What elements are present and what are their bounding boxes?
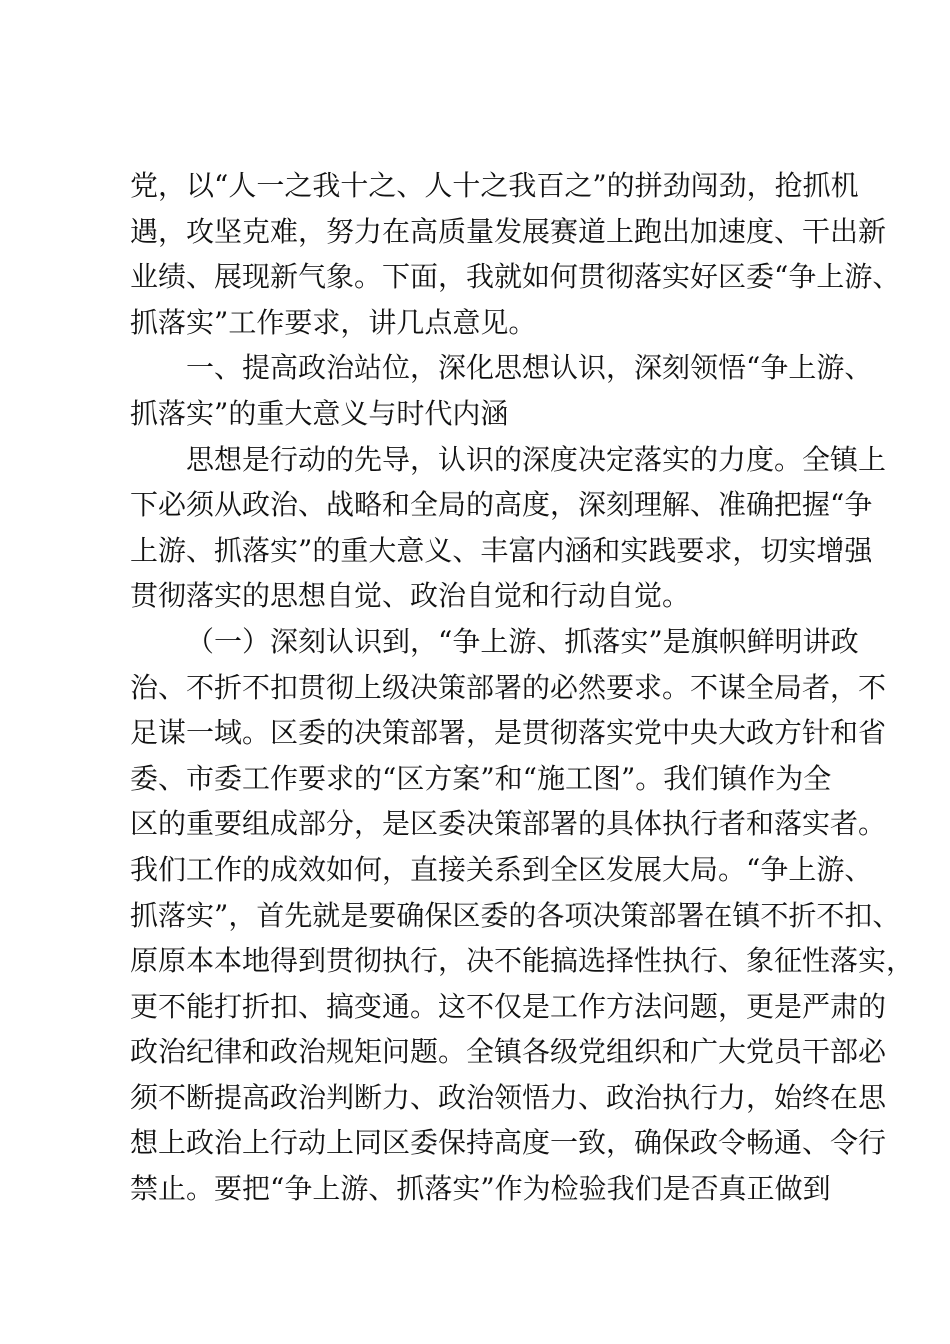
text-line: 想上政治上行动上同区委保持高度一致，确保政令畅通、令行 — [130, 1126, 887, 1160]
text-line: 我们工作的成效如何，直接关系到全区发展大局。“争上游、 — [130, 852, 873, 886]
text-line: 上游、抓落实”的重大意义、丰富内涵和实践要求，切实增强 — [130, 533, 873, 567]
document-body — [130, 163, 915, 1212]
text-line: 区的重要组成部分，是区委决策部署的具体执行者和落实者。 — [130, 807, 887, 841]
text-line: 抓落实”，首先就是要确保区委的各项决策部署在镇不折不扣、 — [130, 898, 901, 932]
text-line: 贯彻落实的思想自觉、政治自觉和行动自觉。 — [130, 579, 691, 613]
text-line: 须不断提高政治判断力、政治领悟力、政治执行力，始终在思 — [130, 1080, 887, 1114]
text-line: 遇，攻坚克难，努力在高质量发展赛道上跑出加速度、干出新 — [130, 214, 887, 248]
text-line: 抓落实”的重大意义与时代内涵 — [130, 396, 509, 430]
text-line: 治、不折不扣贯彻上级决策部署的必然要求。不谋全局者，不 — [130, 670, 887, 704]
text-line: 原原本本地得到贯彻执行，决不能搞选择性执行、象征性落实， — [130, 944, 915, 978]
text-line: 抓落实”工作要求，讲几点意见。 — [130, 305, 537, 339]
text-line: 委、市委工作要求的“区方案”和“施工图”。我们镇作为全 — [130, 761, 832, 795]
text-line: 党，以“人一之我十之、人十之我百之”的拼劲闯劲，抢抓机 — [130, 169, 859, 202]
text-line: 政治纪律和政治规矩问题。全镇各级党组织和广大党员干部必 — [130, 1035, 887, 1069]
text-line: 禁止。要把“争上游、抓落实”作为检验我们是否真正做到 — [130, 1172, 831, 1206]
text-line: 业绩、展现新气象。下面，我就如何贯彻落实好区委“争上游、 — [130, 260, 901, 294]
text-line: （一）深刻认识到，“争上游、抓落实”是旗帜鲜明讲政 — [186, 624, 859, 658]
text-line: 一、提高政治站位，深化思想认识，深刻领悟“争上游、 — [186, 351, 873, 385]
text-line: 更不能打折扣、搞变通。这不仅是工作方法问题，更是严肃的 — [130, 989, 887, 1023]
text-line: 思想是行动的先导，认识的深度决定落实的力度。全镇上 — [186, 442, 887, 476]
text-line: 足谋一域。区委的决策部署，是贯彻落实党中央大政方针和省 — [130, 716, 887, 750]
text-line: 下必须从政治、战略和全局的高度，深刻理解、准确把握“争 — [130, 488, 873, 522]
